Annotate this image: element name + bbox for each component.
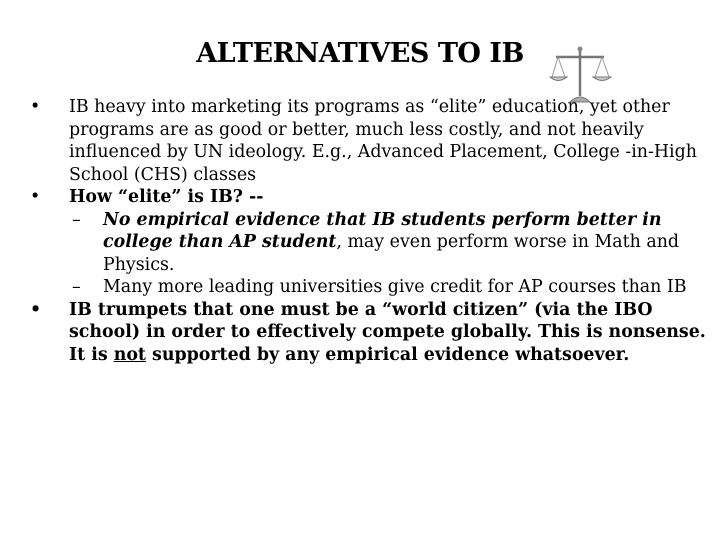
dash-marker: –	[72, 209, 81, 230]
bullet-item	[26, 96, 710, 186]
bullet-marker: •	[30, 299, 42, 320]
bullet-text: IB heavy into marketing its programs as “elite” education, yet other programs are as good or better, much less costly, and not heavily influenced by UN ideology. E.g., Advanced Placement, College -in-High School (CHS) classes	[69, 97, 697, 185]
bullet-text-end: supported by any empirical evidence whatsoever.	[145, 344, 630, 365]
bullet-text: IB trumpets that one must be a “world citizen” (via the IBO school) in order to effectively compete globally. This is nonsense. It is	[69, 299, 706, 365]
slide-title: ALTERNATIVES TO IB	[196, 38, 524, 69]
bullet-item	[26, 186, 710, 209]
bullet-marker: •	[30, 97, 41, 117]
bullet-item	[26, 299, 710, 367]
underlined-word: not	[113, 344, 146, 365]
bullet-marker: •	[30, 187, 41, 207]
scales-of-justice-icon	[548, 44, 612, 104]
dash-marker: –	[72, 277, 81, 297]
bullet-text: How “elite” is IB? --	[69, 187, 264, 207]
sub-bullet-item	[26, 276, 710, 299]
sub-bullet-item	[26, 209, 710, 277]
slide-body	[26, 96, 710, 366]
emphasized-text: No empirical evidence that IB students perform better in college than AP student	[103, 209, 662, 252]
sub-bullet-text: Many more leading universities give credit for AP courses than IB	[103, 277, 687, 297]
sub-bullet-text: , may even perform worse in Math and Physics.	[103, 232, 680, 275]
